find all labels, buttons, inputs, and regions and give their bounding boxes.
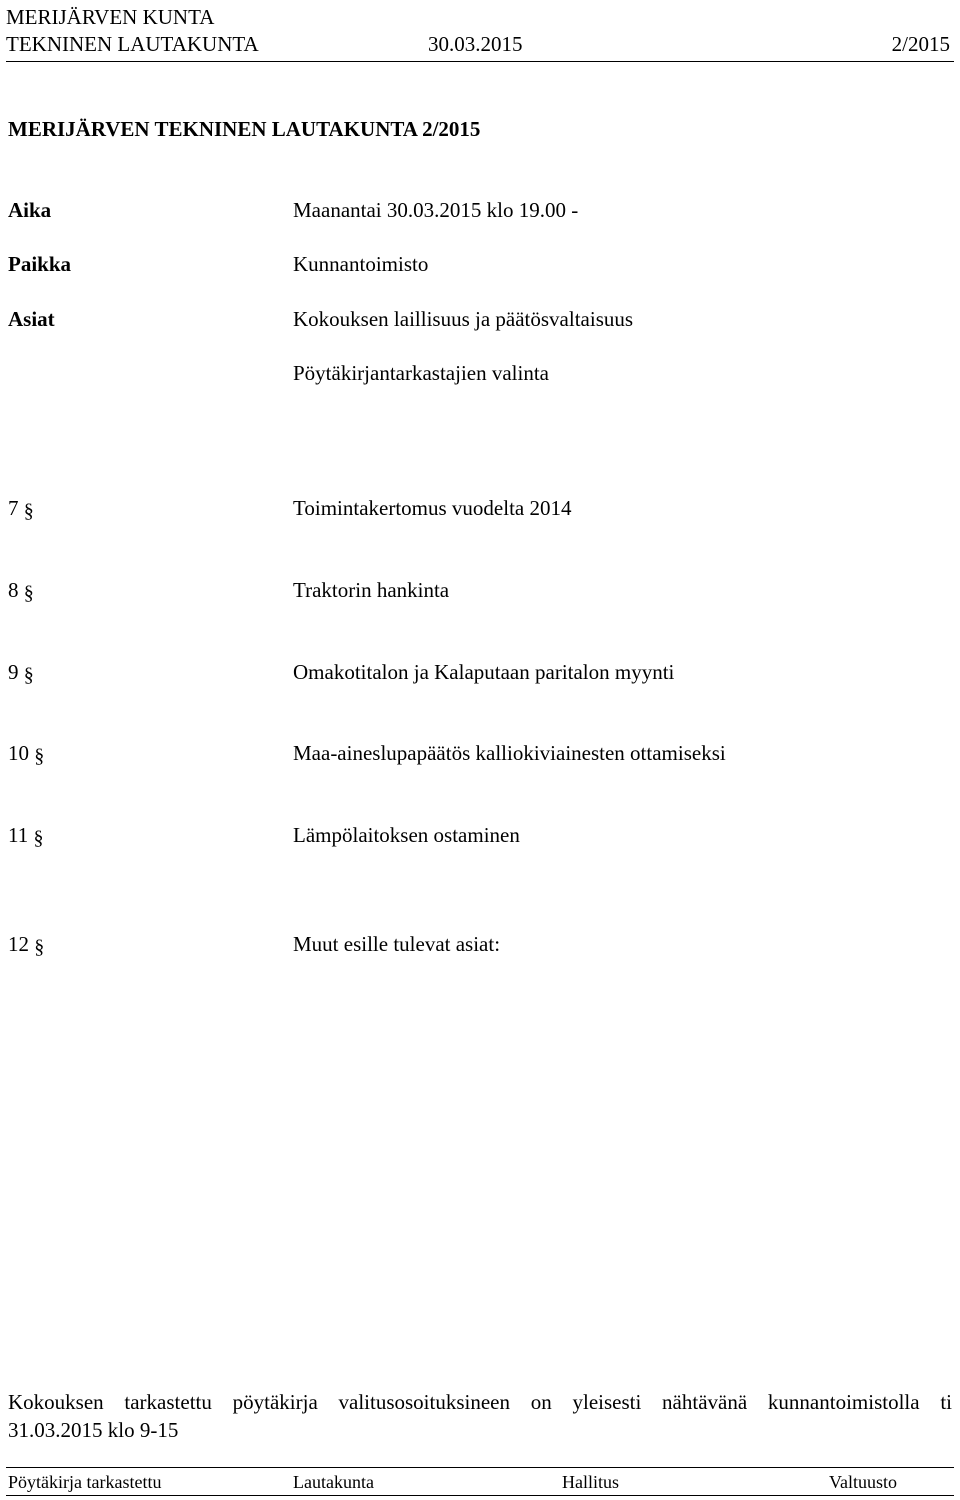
header-board: TEKNINEN LAUTAKUNTA [6,32,259,56]
agenda-item-title: Omakotitalon ja Kalaputaan paritalon myynti [293,660,675,684]
section-sign: § [23,500,34,522]
section-sign: § [34,745,45,767]
item-number: 9 [8,660,19,684]
time-value: Maanantai 30.03.2015 klo 19.00 - [293,198,579,222]
footer-bottom-divider [6,1495,954,1496]
item-number: 11 [8,823,29,847]
matters-label: Asiat [8,307,55,331]
agenda-item-title: Traktorin hankinta [293,578,450,602]
section-sign: § [34,936,45,958]
matter-item: Kokouksen laillisuus ja päätösvaltaisuus [293,307,634,331]
section-sign: § [23,582,34,604]
place-value: Kunnantoimisto [293,252,429,276]
agenda-item-title: Muut esille tulevat asiat: [293,932,501,956]
public-notice-time: 31.03.2015 klo 9-15 [8,1418,179,1442]
header-organization: MERIJÄRVEN KUNTA [6,5,215,29]
header-date: 30.03.2015 [428,32,523,56]
section-sign: § [23,664,34,686]
place-label: Paikka [8,252,72,276]
time-label: Aika [8,198,52,222]
footer-council: Valtuusto [829,1472,898,1492]
header-number: 2/2015 [891,32,950,56]
item-number: 8 [8,578,19,602]
agenda-item-number [8,932,45,958]
item-number: 10 [8,741,29,765]
item-number: 7 [8,496,19,520]
document-title: MERIJÄRVEN TEKNINEN LAUTAKUNTA 2/2015 [8,117,481,141]
agenda-item-number [8,496,34,522]
agenda-item-number [8,660,34,686]
footer-board: Lautakunta [293,1472,374,1492]
agenda-item-number [8,823,44,849]
agenda-item-number [8,741,45,767]
agenda-item-number [8,578,34,604]
footer-checked: Pöytäkirja tarkastettu [8,1472,162,1492]
public-notice: Kokouksen tarkastettu pöytäkirja valitusosoituksineen on yleisesti nähtävänä kunnantoimistolla ti [8,1390,952,1414]
agenda-item-title: Maa-aineslupapäätös kalliokiviainesten ottamiseksi [293,741,726,765]
matter-item: Pöytäkirjantarkastajien valinta [293,361,549,385]
footer-government: Hallitus [562,1472,619,1492]
header-divider [6,61,954,62]
agenda-item-title: Lämpölaitoksen ostaminen [293,823,520,847]
section-sign: § [33,827,44,849]
footer-divider [6,1467,954,1468]
agenda-item-title: Toimintakertomus vuodelta 2014 [293,496,572,520]
item-number: 12 [8,932,29,956]
